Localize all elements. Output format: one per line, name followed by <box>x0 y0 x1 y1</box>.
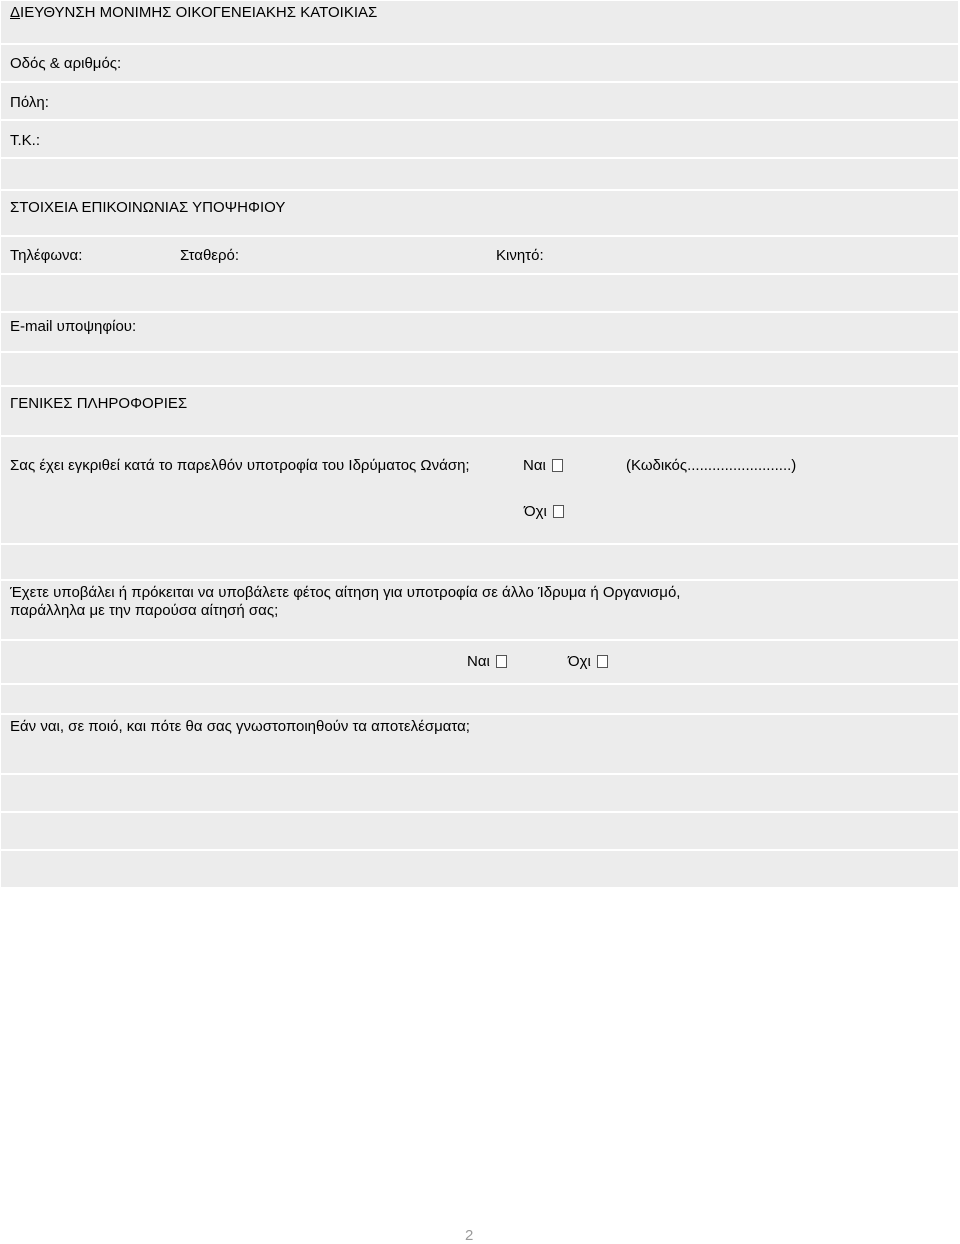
q1-yes-checkbox[interactable] <box>552 459 563 472</box>
q1-no-checkbox[interactable] <box>553 505 564 518</box>
email-label: E-mail υποψηφίου: <box>10 318 137 335</box>
page-number: 2 <box>465 1227 474 1244</box>
address-title-first-letter: Δ <box>10 4 21 21</box>
q2-text-line2: παράλληλα με την παρούσα αίτησή σας; <box>10 602 279 619</box>
contact-section-title: ΣΤΟΙΧΕΙΑ ΕΠΙΚΟΙΝΩΝΙΑΣ ΥΠΟΨΗΦΙΟΥ <box>10 199 286 216</box>
street-row[interactable] <box>1 44 958 82</box>
postal-code-label: Τ.Κ.: <box>10 132 41 149</box>
phones-label: Τηλέφωνα: <box>10 247 83 264</box>
q1-code-label: (Κωδικός.........................) <box>626 457 797 474</box>
city-label: Πόλη: <box>10 94 49 111</box>
general-title-row <box>1 386 958 436</box>
address-title-rest: ΙΕΥΘΥΝΣΗ ΜΟΝΙΜΗΣ ΟΙΚΟΓΕΝΕΙΑΚΗΣ ΚΑΤΟΙΚΙΑΣ <box>20 4 378 21</box>
email-row[interactable] <box>1 312 958 352</box>
q2-options-row <box>1 640 958 684</box>
landline-label: Σταθερό: <box>180 247 240 264</box>
q2-no-label: Όχι <box>568 653 591 670</box>
postal-code-row[interactable] <box>1 120 958 158</box>
question-which-row <box>1 714 958 774</box>
address-title-row <box>1 0 958 44</box>
q2-no-option[interactable] <box>568 653 608 671</box>
q1-no-option[interactable] <box>524 503 564 521</box>
answer-line-1[interactable] <box>1 774 958 812</box>
address-section-title <box>10 4 377 22</box>
spacer-row <box>1 684 958 714</box>
city-row[interactable] <box>1 82 958 120</box>
question-other-scholarship-row <box>1 580 958 640</box>
spacer-row <box>1 274 958 312</box>
q1-yes-label: Ναι <box>523 457 546 474</box>
question-onassis-text: Σας έχει εγκριθεί κατά το παρελθόν υποτροφία του Ιδρύματος Ωνάση; <box>10 457 470 474</box>
spacer-row <box>1 544 958 580</box>
street-label: Οδός & αριθμός: <box>10 55 122 72</box>
q2-text-line1: Έχετε υποβάλει ή πρόκειται να υποβάλετε φέτος αίτηση για υποτροφία σε άλλο Ίδρυμα ή Οργανισμό, <box>10 584 681 601</box>
question-onassis-row <box>1 436 958 544</box>
contact-title-row <box>1 190 958 236</box>
q1-no-label: Όχι <box>524 503 547 520</box>
spacer-row <box>1 352 958 386</box>
spacer-row <box>1 158 958 190</box>
mobile-label: Κινητό: <box>496 247 544 264</box>
q1-yes-option[interactable] <box>523 457 563 475</box>
q2-yes-checkbox[interactable] <box>496 655 507 668</box>
general-section-title: ΓΕΝΙΚΕΣ ΠΛΗΡΟΦΟΡΙΕΣ <box>10 395 188 412</box>
q2-yes-label: Ναι <box>467 653 490 670</box>
q3-text: Εάν ναι, σε ποιό, και πότε θα σας γνωστοποιηθούν τα αποτελέσματα; <box>10 718 470 735</box>
q2-yes-option[interactable] <box>467 653 507 671</box>
answer-line-3[interactable] <box>1 850 958 888</box>
q2-no-checkbox[interactable] <box>597 655 608 668</box>
answer-line-2[interactable] <box>1 812 958 850</box>
phones-row[interactable] <box>1 236 958 274</box>
